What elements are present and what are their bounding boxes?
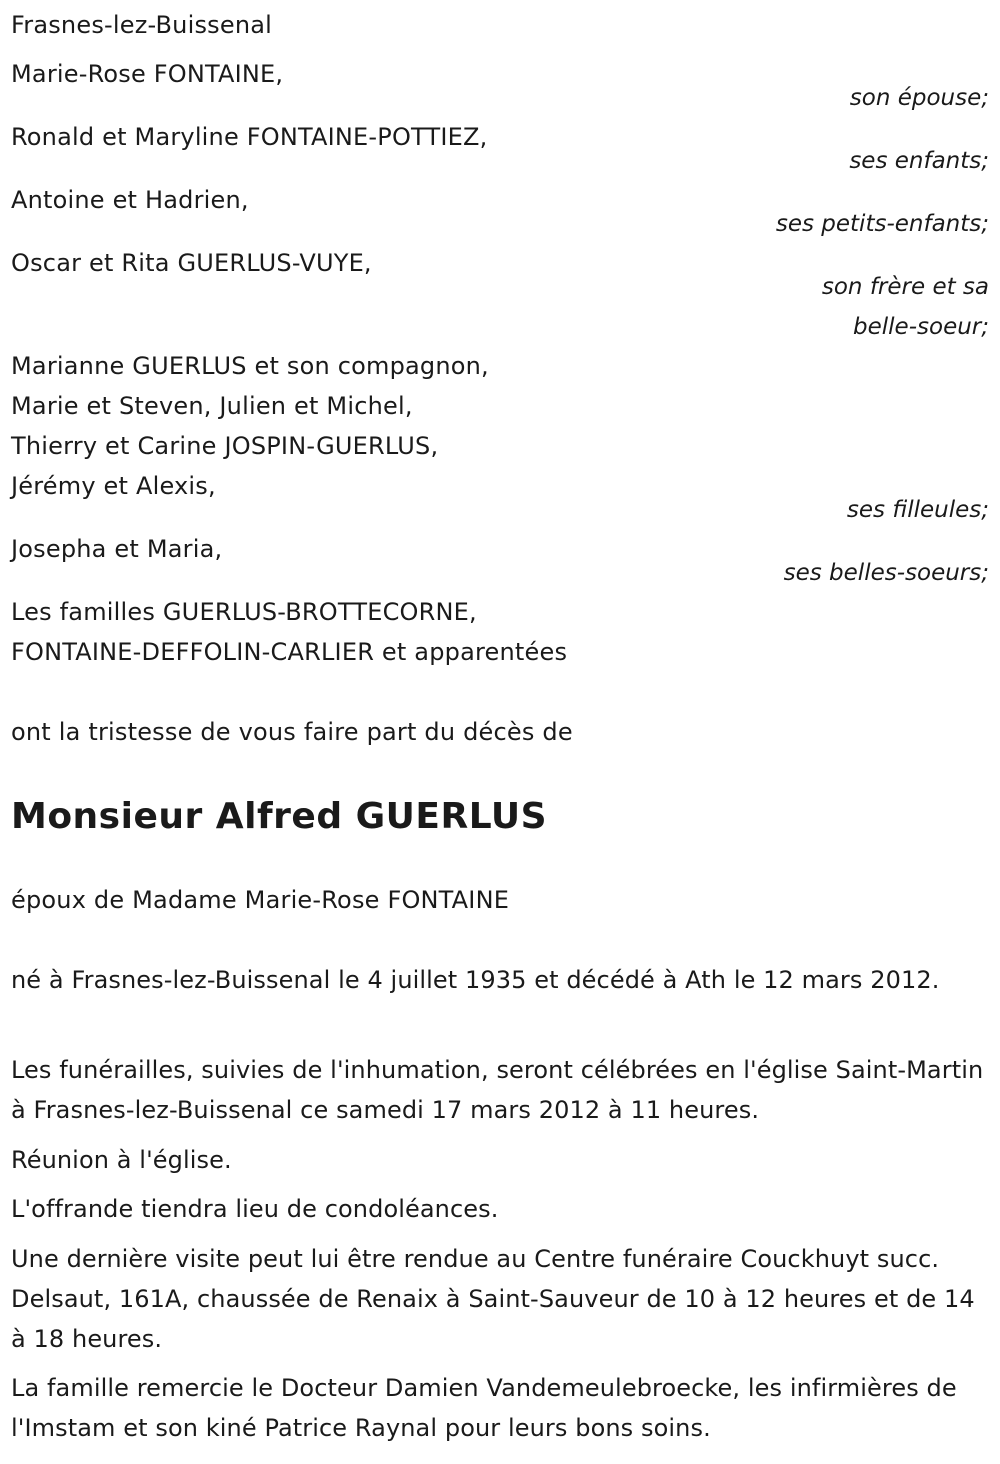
family-role-brother-line2: belle-soeur;	[853, 314, 989, 340]
paragraph-funeral: Les funérailles, suivies de l'inhumation, seront célébrées en l'église Saint-Martin à Frasnes-lez-Buissenal ce samedi 17 mars 2012 à 11 heures.	[11, 1056, 984, 1124]
family-role-sisters-in-law: ses belles-soeurs;	[783, 560, 989, 586]
family-name-godchildren-3: Thierry et Carine JOSPIN-GUERLUS,	[11, 432, 439, 460]
paragraph-birth-death: né à Frasnes-lez-Buissenal le 4 juillet 1935 et décédé à Ath le 12 mars 2012.	[11, 966, 940, 994]
announcement-line: ont la tristesse de vous faire part du décès de	[11, 718, 573, 746]
family-role-godchildren: ses filleules;	[846, 497, 989, 523]
family-name-spouse: Marie-Rose FONTAINE,	[11, 60, 284, 88]
paragraph-offering: L'offrande tiendra lieu de condoléances.	[11, 1195, 499, 1223]
paragraph-thanks: La famille remercie le Docteur Damien Vandemeulebroecke, les infirmières de l'Imstam et son kiné Patrice Raynal pour leurs bons soins.	[11, 1374, 957, 1442]
family-role-spouse: son épouse;	[849, 85, 989, 111]
family-role-grandchildren: ses petits-enfants;	[775, 211, 989, 237]
paragraph-meeting: Réunion à l'église.	[11, 1146, 232, 1174]
family-role-children: ses enfants;	[849, 148, 989, 174]
family-name-sisters-in-law: Josepha et Maria,	[11, 535, 223, 563]
place-line: Frasnes-lez-Buissenal	[11, 11, 273, 39]
family-names-families-2: FONTAINE-DEFFOLIN-CARLIER et apparentées	[11, 638, 568, 666]
family-role-brother-line1: son frère et sa	[821, 274, 989, 300]
paragraph-visit: Une dernière visite peut lui être rendue au Centre funéraire Couckhuyt succ. Delsaut, 161A, chaussée de Renaix à Saint-Sauveur de 10 à 12 heures et de 14 à 18 heures.	[11, 1245, 975, 1353]
family-name-godchildren-2: Marie et Steven, Julien et Michel,	[11, 392, 413, 420]
family-name-godchildren-1: Marianne GUERLUS et son compagnon,	[11, 352, 489, 380]
family-name-children: Ronald et Maryline FONTAINE-POTTIEZ,	[11, 123, 488, 151]
deceased-name: Monsieur Alfred GUERLUS	[11, 796, 548, 837]
family-name-grandchildren: Antoine et Hadrien,	[11, 186, 249, 214]
family-name-godchildren-4: Jérémy et Alexis,	[11, 472, 216, 500]
spouse-line: époux de Madame Marie-Rose FONTAINE	[11, 886, 510, 914]
family-name-brother: Oscar et Rita GUERLUS-VUYE,	[11, 249, 372, 277]
family-names-families-1: Les familles GUERLUS-BROTTECORNE,	[11, 598, 477, 626]
